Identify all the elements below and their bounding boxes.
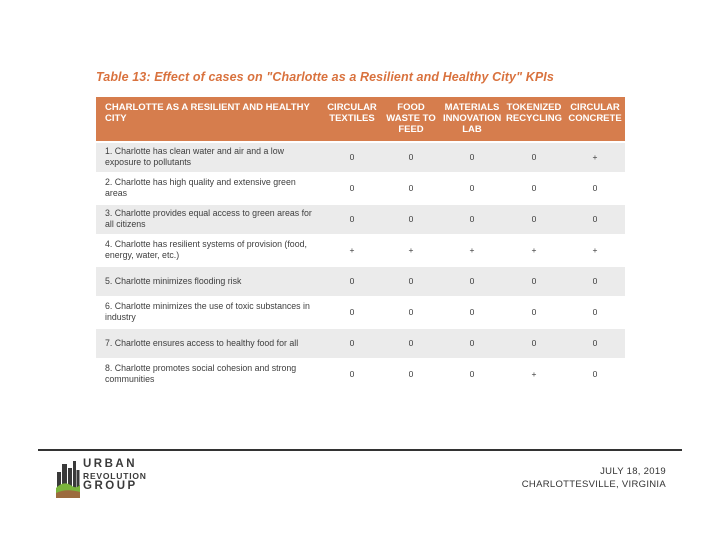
logo-wordmark — [83, 459, 147, 493]
row-label: 4. Charlotte has resilient systems of provision (food, energy, water, etc.) — [96, 235, 323, 266]
row-label: 2. Charlotte has high quality and extensive green areas — [96, 173, 323, 204]
table-row — [96, 328, 625, 359]
footer-divider — [38, 449, 682, 451]
table-row — [96, 359, 625, 389]
header-kpi: CHARLOTTE AS A RESILIENT AND HEALTHY CITY — [96, 97, 323, 142]
logo-line-urban: URBAN — [83, 458, 138, 470]
logo-line-group: GROUP — [83, 480, 138, 492]
cell-value: 0 — [565, 173, 625, 204]
cell-value: 0 — [323, 297, 381, 328]
table-row — [96, 204, 625, 235]
table-row — [96, 173, 625, 204]
cell-value: 0 — [323, 266, 381, 297]
table-row — [96, 235, 625, 266]
cell-value: 0 — [381, 142, 441, 173]
cell-value: 0 — [441, 204, 503, 235]
cell-value: 0 — [441, 173, 503, 204]
footer-date: JULY 18, 2019 — [600, 466, 666, 477]
cell-value: + — [323, 235, 381, 266]
cell-value: 0 — [381, 266, 441, 297]
cell-value: 0 — [441, 142, 503, 173]
cell-value: + — [503, 359, 565, 389]
cell-value: 0 — [323, 173, 381, 204]
header-food-waste-to-feed: FOOD WASTE TO FEED — [381, 97, 441, 142]
cell-value: 0 — [565, 297, 625, 328]
table-caption: Table 13: Effect of cases on "Charlotte as a Resilient and Healthy City" KPIs — [96, 70, 554, 84]
cell-value: 0 — [381, 204, 441, 235]
cell-value: 0 — [323, 204, 381, 235]
table-header-row — [96, 97, 625, 142]
cell-value: 0 — [503, 142, 565, 173]
cell-value: 0 — [381, 359, 441, 389]
cell-value: 0 — [441, 359, 503, 389]
cell-value: 0 — [503, 266, 565, 297]
cell-value: 0 — [381, 173, 441, 204]
cell-value: 0 — [381, 328, 441, 359]
cell-value: 0 — [503, 328, 565, 359]
cell-value: 0 — [565, 204, 625, 235]
table-row — [96, 266, 625, 297]
cell-value: + — [441, 235, 503, 266]
cell-value: + — [503, 235, 565, 266]
footer-date-block — [522, 466, 666, 492]
cell-value: 0 — [323, 359, 381, 389]
row-label: 6. Charlotte minimizes the use of toxic substances in industry — [96, 297, 323, 328]
cell-value: 0 — [565, 266, 625, 297]
cell-value: + — [565, 142, 625, 173]
row-label: 5. Charlotte minimizes flooding risk — [96, 266, 323, 297]
city-skyline-icon — [56, 461, 80, 498]
cell-value: 0 — [503, 173, 565, 204]
cell-value: 0 — [381, 297, 441, 328]
cell-value: 0 — [441, 328, 503, 359]
cell-value: 0 — [503, 297, 565, 328]
row-label: 7. Charlotte ensures access to healthy food for all — [96, 328, 323, 359]
kpi-table-container — [96, 97, 625, 389]
footer-location: CHARLOTTESVILLE, VIRGINIA — [521, 478, 666, 490]
row-label: 1. Charlotte has clean water and air and a low exposure to pollutants — [96, 142, 323, 173]
table-row — [96, 297, 625, 328]
logo-line-revolution: REVOLUTION — [83, 470, 147, 481]
header-circular-concrete: CIRCULAR CONCRETE — [565, 97, 625, 142]
cell-value: 0 — [565, 359, 625, 389]
kpi-table — [96, 97, 625, 389]
row-label: 8. Charlotte promotes social cohesion and strong communities — [96, 359, 323, 389]
cell-value: 0 — [503, 204, 565, 235]
cell-value: 0 — [441, 297, 503, 328]
cell-value: + — [565, 235, 625, 266]
header-tokenized-recycling: TOKENIZED RECYCLING — [503, 97, 565, 142]
table-row — [96, 142, 625, 173]
header-materials-innovation-lab: MATERIALS INNOVATION LAB — [441, 97, 503, 142]
cell-value: 0 — [565, 328, 625, 359]
cell-value: 0 — [323, 328, 381, 359]
cell-value: 0 — [441, 266, 503, 297]
cell-value: 0 — [323, 142, 381, 173]
row-label: 3. Charlotte provides equal access to green areas for all citizens — [96, 204, 323, 235]
header-circular-textiles: CIRCULAR TEXTILES — [323, 97, 381, 142]
cell-value: + — [381, 235, 441, 266]
